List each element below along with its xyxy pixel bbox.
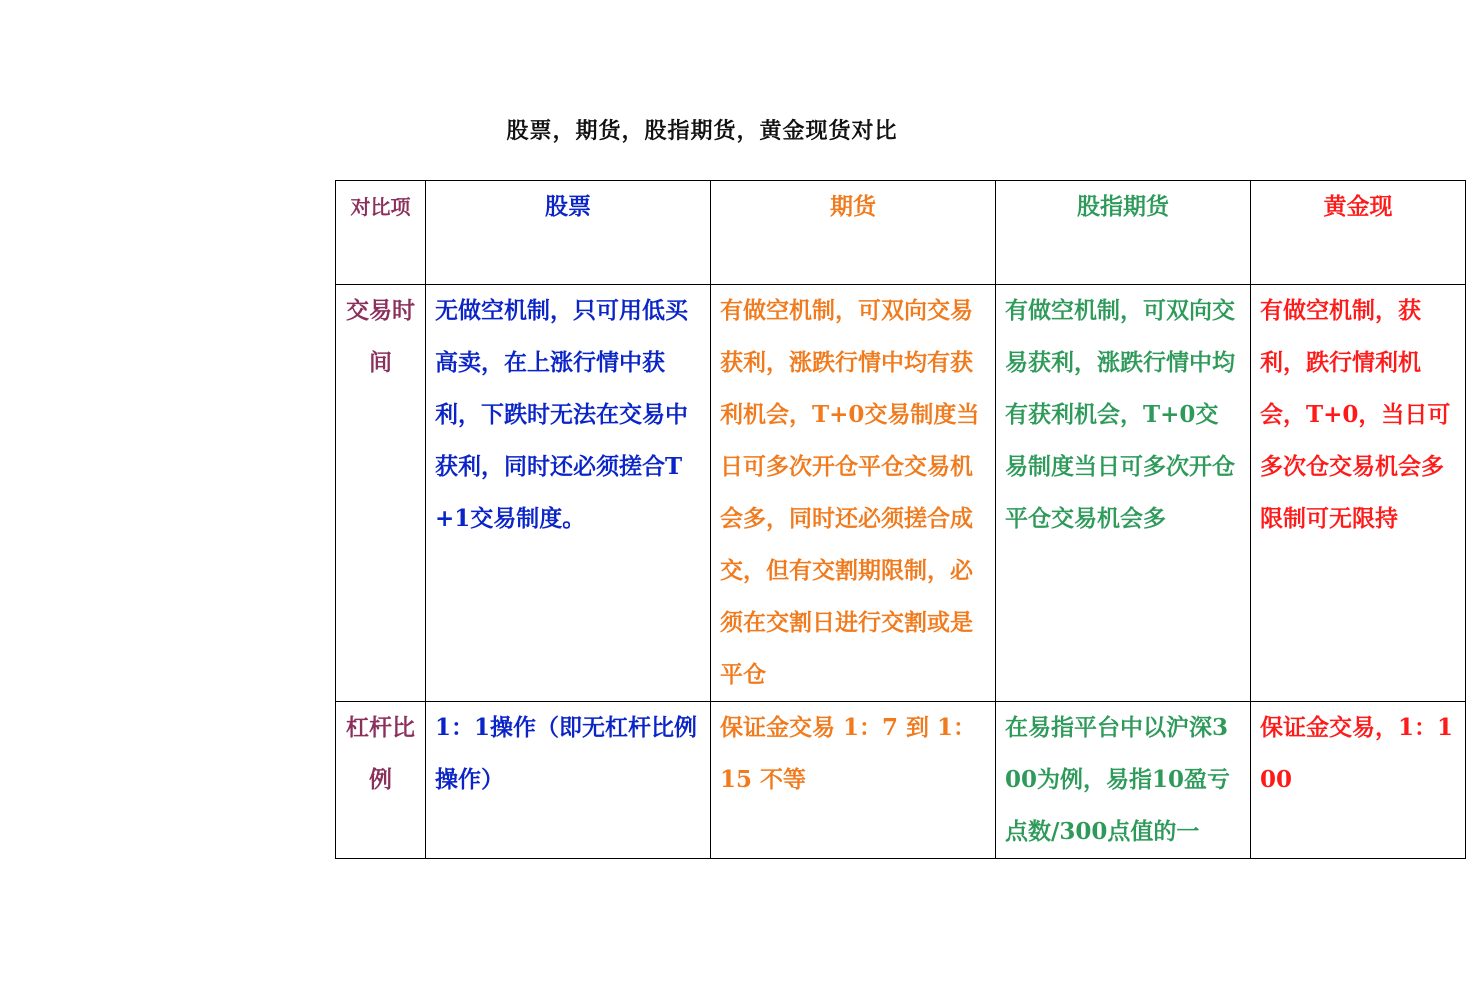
document-title: 股票，期货，股指期货，黄金现货对比 xyxy=(506,118,898,144)
row-label-trading-time: 交易时间 xyxy=(336,285,426,702)
cell-index-trading-time: 有做空机制，可双向交易获利，涨跌行情中均有获利机会，T+0交易制度当日可多次开仓平仓交易机会多 xyxy=(996,285,1251,702)
table-header-row xyxy=(336,181,1466,285)
cell-futures-trading-time: 有做空机制，可双向交易获利，涨跌行情中均有获利机会，T+0交易制度当日可多次开仓平仓交易机会多，同时还必须搓合成交，但有交割期限制，必须在交割日进行交割或是平仓 xyxy=(711,285,996,702)
row-label-leverage: 杠杆比例 xyxy=(336,702,426,859)
header-futures: 期货 xyxy=(711,181,996,285)
cell-stock-leverage: 1：1操作（即无杠杆比例操作） xyxy=(426,702,711,859)
cell-stock-trading-time: 无做空机制，只可用低买高卖，在上涨行情中获利，下跌时无法在交易中获利，同时还必须搓合T+1交易制度。 xyxy=(426,285,711,702)
header-stock: 股票 xyxy=(426,181,711,285)
table-row xyxy=(336,702,1466,859)
comparison-table xyxy=(335,180,1466,859)
comparison-table-container xyxy=(335,180,1454,860)
cell-gold-leverage: 保证金交易，1：100 xyxy=(1251,702,1466,859)
cell-futures-leverage: 保证金交易 1：7 到 1：15 不等 xyxy=(711,702,996,859)
cell-gold-trading-time: 有做空机制，获利，跌行情利机会，T+0，当日可多次仓交易机会多限制可无限持 xyxy=(1251,285,1466,702)
cell-index-leverage: 在易指平台中以沪深300为例，易指10盈亏点数/300点值的一 xyxy=(996,702,1251,859)
header-index-futures: 股指期货 xyxy=(996,181,1251,285)
header-gold-spot: 黄金现 xyxy=(1251,181,1466,285)
table-row xyxy=(336,285,1466,702)
header-compare-item: 对比项 xyxy=(336,181,426,285)
